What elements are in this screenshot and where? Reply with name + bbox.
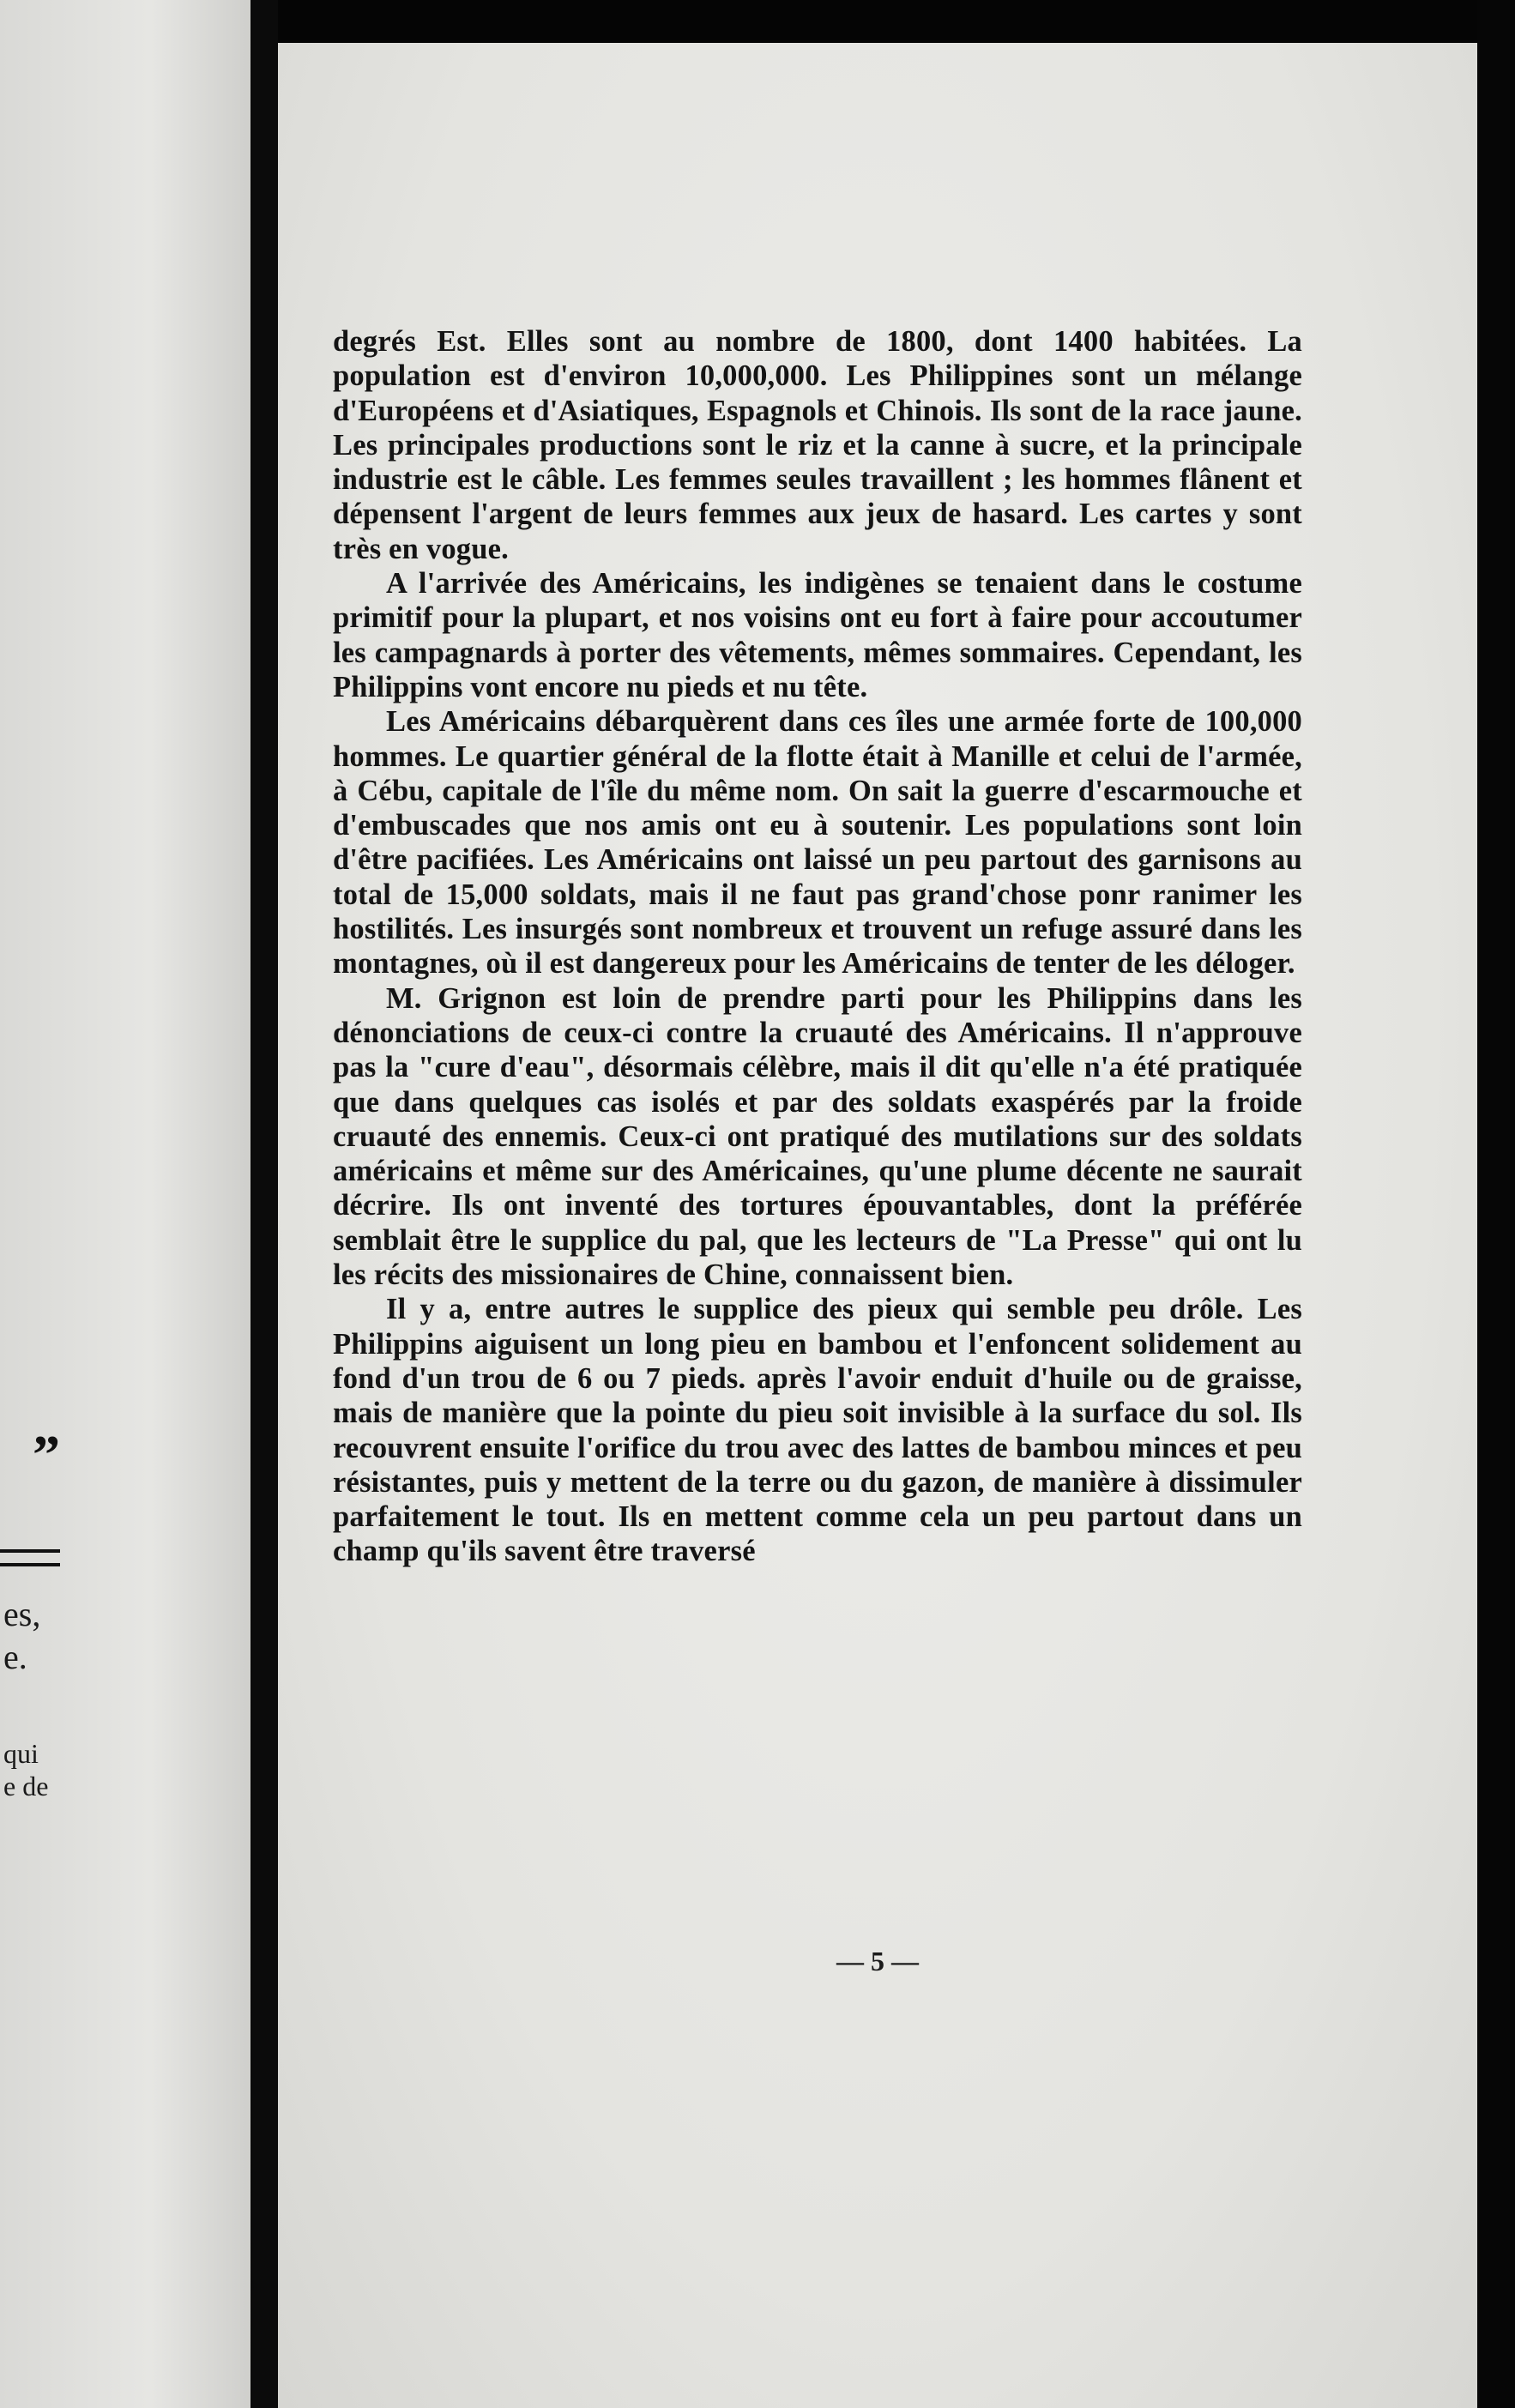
facing-page-text: e de [3,1771,49,1801]
facing-page-fragment [0,0,250,2408]
paragraph: M. Grignon est loin de prendre parti pour les Philippins dans les dénonciations de ceux-ci contre la cruauté des Américains. Il n'approuve pas la "cure d'eau", désormais célèbre, mais il dit qu'elle n'a été pratiquée que dans quelques cas isolés et par des soldats exaspérés par la froide cruauté des ennemis. Ceux-ci ont pratiqué des mutilations sur des soldats américains et même sur des Américaines, qu'une plume décente ne saurait décrire. Ils ont inventé des tortures épouvantables, dont la préférée semblait être le supplice du pal, que les lecteurs de "La Presse" qui ont lu les récits des missionaires de Chine, connaissent bien. [333,981,1302,1292]
facing-page-text: es, [3,1595,41,1633]
facing-page-text: qui [3,1738,39,1769]
body-text [333,324,1302,1569]
paragraph: degrés Est. Elles sont au nombre de 1800, dont 1400 habitées. La population est d'environ 10,000,000. Les Philippines sont un mélange d'Européens et d'Asiatiques, Espagnols et Chinois. Ils sont de la race jaune. Les principales productions sont le riz et la canne à sucre, et la principale industrie est le câble. Les femmes seules travaillent ; les hommes flânent et dépensent l'argent de leurs femmes aux jeux de hasard. Les cartes y sont très en vogue. [333,325,1302,565]
facing-page-rule [0,1549,60,1553]
scan-right-edge [1477,0,1515,2408]
binding-gutter [250,0,278,2408]
facing-page-text: e. [3,1638,27,1676]
facing-page-quote-mark: ” [33,1424,60,1485]
facing-page-rule [0,1563,60,1566]
book-page [278,43,1477,2408]
page-number: — 5 — [836,1946,919,1976]
paragraph: A l'arrivée des Américains, les indigènes se tenaient dans le costume primitif pour la plupart, et nos voisins ont eu fort à faire pour accoutumer les campagnards à porter des vêtements, mêmes sommaires. Cependant, les Philippins vont encore nu pieds et nu tête. [333,567,1302,703]
paragraph: Il y a, entre autres le supplice des pieux qui semble peu drôle. Les Philippins aiguisent un long pieu en bambou et l'enfoncent solidement au fond d'un trou de 6 ou 7 pieds. après l'avoir enduit d'huile ou de graisse, mais de manière que la pointe du pieu soit invisible à la surface du sol. Ils recouvrent ensuite l'orifice du trou avec des lattes de bambou minces et peu résistantes, puis y mettent de la terre ou du gazon, de manière à dissimuler parfaitement le tout. Ils en mettent comme cela un peu partout dans un champ qu'ils savent être traversé [333,1293,1302,1568]
paragraph: Les Américains débarquèrent dans ces îles une armée forte de 100,000 hommes. Le quartier général de la flotte était à Manille et celui de l'armée, à Cébu, capitale de l'île du même nom. On sait la guerre d'escarmouche et d'embuscades que nos amis ont eu à soutenir. Les populations sont loin d'être pacifiées. Les Américains ont laissé un peu partout des garnisons au total de 15,000 soldats, mais il ne faut pas grand'chose ponr ranimer les hostilités. Les insurgés sont nombreux et trouvent un refuge assuré dans les montagnes, où il est dangereux pour les Américains de tenter de les déloger. [333,705,1302,981]
